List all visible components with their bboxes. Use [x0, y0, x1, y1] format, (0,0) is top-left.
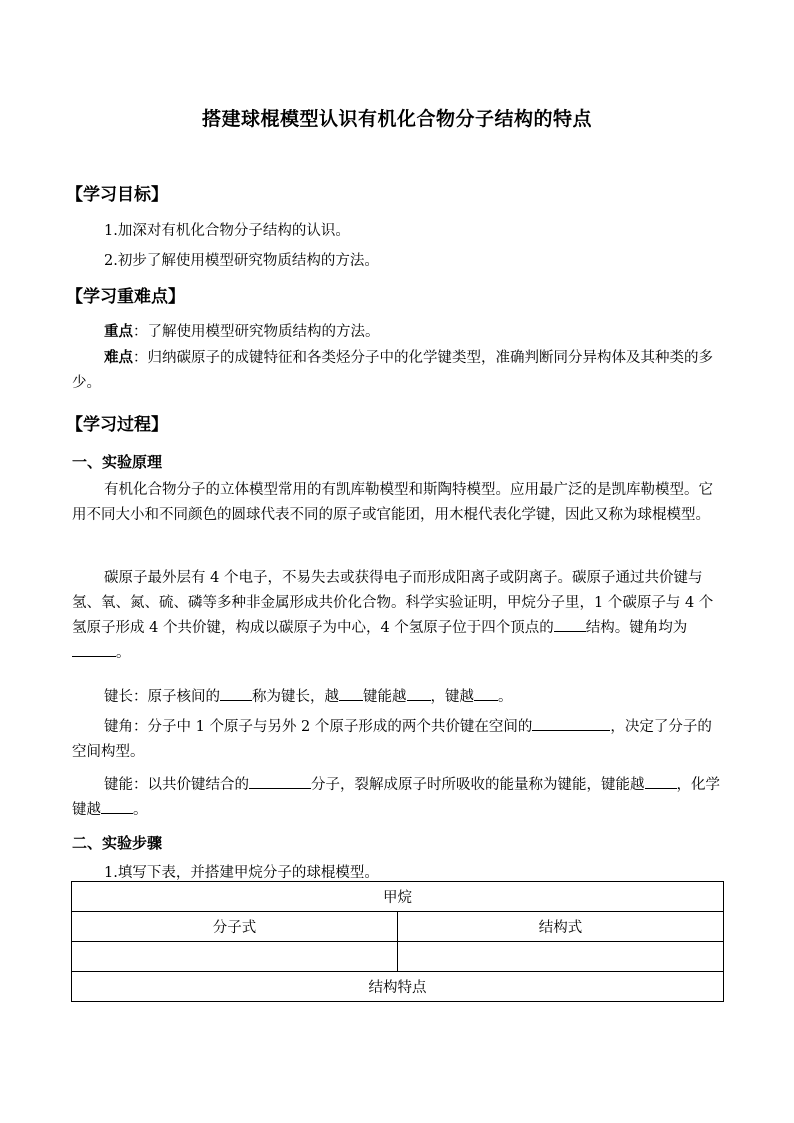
- bond-energy-text-c: ，化学键越: [72, 777, 720, 818]
- focus-label: 重点: [104, 323, 133, 340]
- carbon-bond-text: 碳原子最外层有 4 个电子，不易失去或获得电子而形成阳离子或阴离子。碳原子通过共价键与氢、氧、氮、硫、磷等多种非金属形成共价化合物。科学实验证明，甲烷分子里，1 个碳原子与 4 个氢原子形成 4 个共价键，构成以碳原子为中心，4 个氢原子位于四个顶点的: [72, 570, 714, 636]
- methane-table: [71, 881, 724, 1002]
- bond-energy-text-a: 键能：以共价键结合的: [104, 777, 249, 793]
- step-1: 1.填写下表，并搭建甲烷分子的球棍模型。: [104, 865, 379, 881]
- objective-1: 1.加深对有机化合物分子结构的认识。: [104, 223, 350, 239]
- blank-structure: [554, 616, 586, 632]
- blank-bond-length-4: [474, 685, 498, 701]
- table-row: [72, 942, 724, 972]
- bond-length-text-a: 键长：原子核间的: [104, 689, 220, 705]
- table-row: [72, 882, 724, 912]
- blank-bond-energy-2: [645, 773, 677, 789]
- molecular-formula-cell[interactable]: [72, 942, 398, 972]
- difficulty-text: ：归纳碳原子的成键特征和各类烃分子中的化学键类型，准确判断同分异构体及其种类的多少。: [72, 350, 713, 391]
- bond-length-text-b: 称为键长，越: [252, 689, 339, 705]
- blank-bond-energy-3: [101, 798, 133, 814]
- blank-bond-angle-space: [532, 715, 610, 731]
- bond-length-text-c: 键能越: [363, 689, 407, 705]
- section-key-points-heading: 【学习重难点】: [66, 287, 185, 307]
- bond-angle-intro: 结构。键角均为: [585, 620, 688, 636]
- bond-angle-text-a: 键角：分子中 1 个原子与另外 2 个原子形成的两个共价键在空间的: [104, 719, 533, 735]
- bond-energy-text-d: 。: [133, 802, 148, 818]
- bond-length-text-d: ，键越: [430, 689, 474, 705]
- bond-length-paragraph: [72, 685, 722, 710]
- bond-angle-text-b: ，决定了分子的空间构型。: [72, 719, 712, 760]
- table-header-cell: 甲烷: [72, 882, 724, 912]
- section-objectives-heading: 【学习目标】: [66, 185, 168, 205]
- page-title: 搭建球棍模型认识有机化合物分子结构的特点: [201, 108, 592, 130]
- difficulty-paragraph: [72, 345, 722, 396]
- principle-paragraph-1: 有机化合物分子的立体模型常用的有凯库勒模型和斯陶特模型。应用最广泛的是凯库勒模型。它用不同大小和不同颜色的圆球代表不同的原子或官能团，用木棍代表化学键，因此又称为球棍模型。: [72, 482, 713, 523]
- bond-length-text-e: 。: [498, 689, 513, 705]
- structure-features-header: 结构特点: [72, 972, 724, 1002]
- blank-bond-length-1: [220, 685, 252, 701]
- period-text: 。: [116, 645, 131, 661]
- principle-paragraph-2: [72, 566, 722, 666]
- structural-formula-cell[interactable]: [398, 942, 724, 972]
- blank-bond-energy-1: [249, 773, 311, 789]
- table-row: [72, 972, 724, 1002]
- blank-bond-angle: [72, 641, 116, 657]
- objective-2: 2.初步了解使用模型研究物质结构的方法。: [104, 253, 379, 269]
- steps-heading: 二、实验步骤: [72, 834, 163, 852]
- table-row: [72, 912, 724, 942]
- bond-energy-text-b: 分子，裂解成原子时所吸收的能量称为键能，键能越: [311, 777, 645, 793]
- bond-energy-paragraph: [72, 773, 722, 823]
- blank-bond-length-3: [407, 685, 431, 701]
- molecular-formula-header: 分子式: [72, 912, 398, 942]
- principle-heading: 一、实验原理: [72, 453, 163, 471]
- structural-formula-header: 结构式: [398, 912, 724, 942]
- focus-text: ：了解使用模型研究物质结构的方法。: [133, 324, 380, 340]
- bond-angle-paragraph: [72, 715, 722, 765]
- focus-line: [104, 320, 380, 341]
- difficulty-label: 难点: [104, 349, 133, 366]
- section-process-heading: 【学习过程】: [66, 415, 168, 435]
- blank-bond-length-2: [339, 685, 363, 701]
